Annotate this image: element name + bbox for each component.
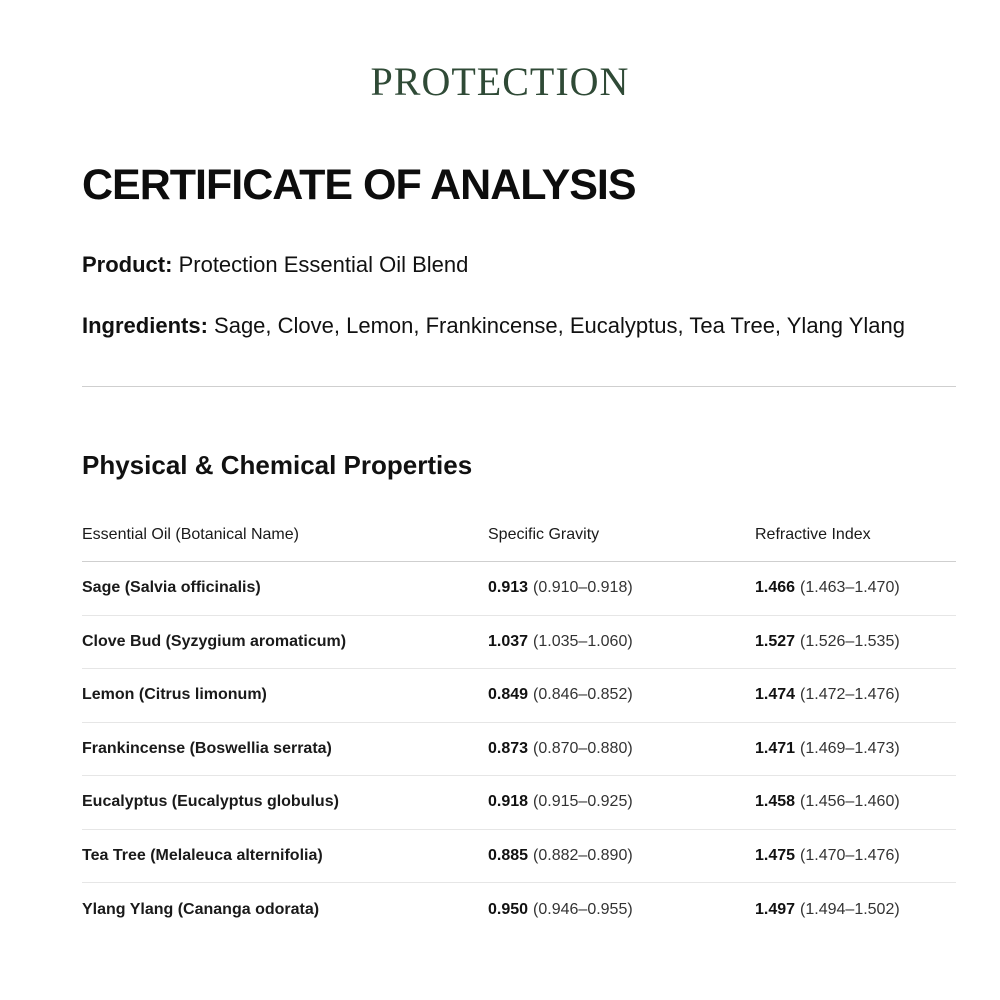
page-title: CERTIFICATE OF ANALYSIS (82, 161, 636, 209)
oil-name: Tea Tree (Melaleuca alternifolia) (82, 846, 323, 864)
oil-name: Sage (Salvia officinalis) (82, 579, 261, 597)
refractive-index (755, 723, 900, 776)
ingredients-line (82, 307, 942, 344)
product-value: Protection Essential Oil Blend (178, 252, 469, 277)
ri-value: 1.474 (755, 686, 796, 704)
oil-name: Ylang Ylang (Cananga odorata) (82, 900, 320, 918)
ri-value: 1.527 (755, 632, 796, 650)
ri-range: (1.469–1.473) (800, 739, 900, 757)
sg-value: 0.885 (488, 846, 529, 864)
specific-gravity (488, 883, 633, 937)
ri-value: 1.475 (755, 846, 796, 864)
specific-gravity (488, 776, 633, 829)
ri-value: 1.497 (755, 900, 796, 918)
sg-value: 0.873 (488, 739, 529, 757)
table-row (82, 776, 956, 830)
specific-gravity (488, 830, 633, 883)
brand-wordmark: PROTECTION (370, 59, 630, 104)
refractive-index (755, 562, 900, 615)
refractive-index (755, 776, 900, 829)
ri-range: (1.470–1.476) (800, 846, 900, 864)
table-row (82, 830, 956, 884)
sg-range: (1.035–1.060) (533, 632, 633, 650)
refractive-index (755, 883, 900, 937)
header-specific-gravity: Specific Gravity (488, 525, 600, 543)
table-row (82, 669, 956, 723)
ingredients-label: Ingredients: (82, 313, 208, 338)
section-title: Physical & Chemical Properties (82, 450, 473, 480)
sg-range: (0.915–0.925) (533, 793, 633, 811)
ingredients-value: Sage, Clove, Lemon, Frankincense, Eucalyptus, Tea Tree, Ylang Ylang (214, 313, 906, 338)
sg-value: 0.950 (488, 900, 529, 918)
product-line (82, 250, 468, 280)
ri-range: (1.526–1.535) (800, 632, 900, 650)
sg-range: (0.946–0.955) (533, 900, 633, 918)
specific-gravity (488, 562, 633, 615)
oil-name: Lemon (Citrus limonum) (82, 686, 267, 704)
sg-value: 0.913 (488, 579, 529, 597)
ri-value: 1.471 (755, 739, 796, 757)
sg-value: 1.037 (488, 632, 529, 650)
table-header-row (82, 508, 956, 562)
sg-range: (0.882–0.890) (533, 846, 633, 864)
sg-range: (0.910–0.918) (533, 579, 633, 597)
section-divider (82, 386, 956, 387)
sg-value: 0.918 (488, 793, 529, 811)
table-row (82, 723, 956, 777)
ri-range: (1.494–1.502) (800, 900, 900, 918)
oil-name: Eucalyptus (Eucalyptus globulus) (82, 793, 339, 811)
refractive-index (755, 830, 900, 883)
sg-range: (0.846–0.852) (533, 686, 633, 704)
oil-name: Clove Bud (Syzygium aromaticum) (82, 632, 347, 650)
sg-value: 0.849 (488, 686, 529, 704)
ri-value: 1.458 (755, 793, 796, 811)
specific-gravity (488, 723, 633, 776)
specific-gravity (488, 669, 633, 722)
oil-name: Frankincense (Boswellia serrata) (82, 739, 332, 757)
ri-range: (1.456–1.460) (800, 793, 900, 811)
properties-table (82, 508, 956, 937)
refractive-index (755, 616, 900, 669)
refractive-index (755, 669, 900, 722)
specific-gravity (488, 616, 633, 669)
header-refractive-index: Refractive Index (755, 525, 871, 543)
table-row (82, 883, 956, 937)
product-label: Product: (82, 252, 173, 277)
table-row (82, 562, 956, 616)
ri-range: (1.472–1.476) (800, 686, 900, 704)
ri-value: 1.466 (755, 579, 796, 597)
table-row (82, 616, 956, 670)
ri-range: (1.463–1.470) (800, 579, 900, 597)
header-oil: Essential Oil (Botanical Name) (82, 525, 299, 543)
sg-range: (0.870–0.880) (533, 739, 633, 757)
